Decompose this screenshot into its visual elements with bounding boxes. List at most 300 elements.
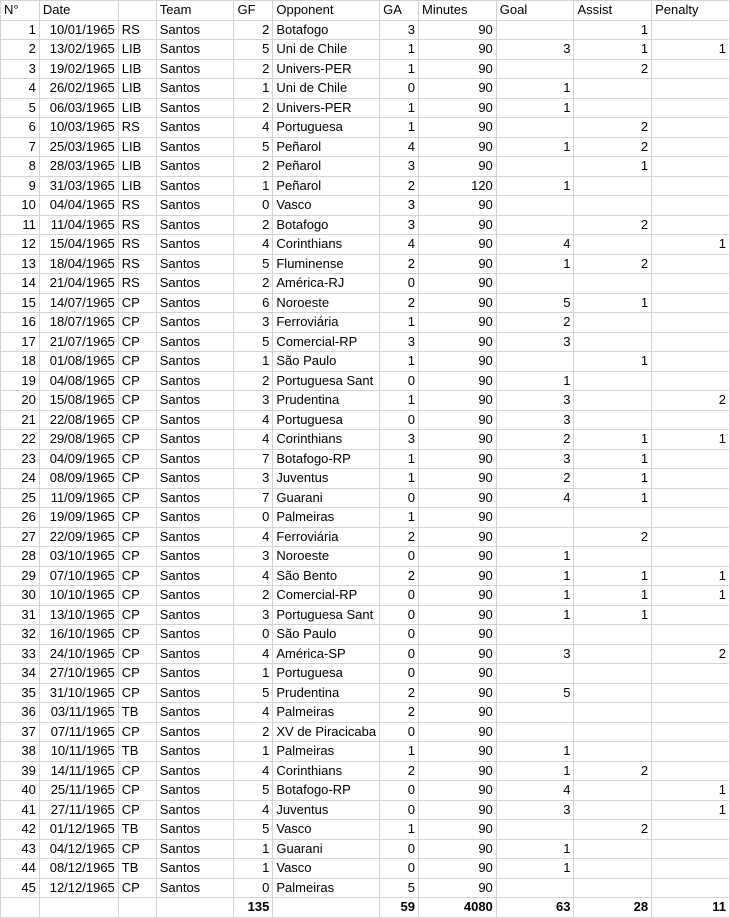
cell-competition[interactable]: CP — [118, 722, 156, 742]
cell-date[interactable]: 13/10/1965 — [39, 605, 118, 625]
cell-goal[interactable]: 1 — [496, 859, 574, 879]
cell-team[interactable]: Santos — [156, 566, 234, 586]
cell-number[interactable]: 28 — [1, 547, 40, 567]
cell-number[interactable]: 20 — [1, 391, 40, 411]
cell-minutes[interactable]: 90 — [418, 59, 496, 79]
cell-ga[interactable]: 2 — [380, 683, 419, 703]
cell-ga[interactable]: 0 — [380, 800, 419, 820]
cell-number[interactable]: 24 — [1, 469, 40, 489]
cell-gf[interactable]: 5 — [234, 820, 273, 840]
cell-goal[interactable]: 5 — [496, 293, 574, 313]
cell-ga[interactable]: 1 — [380, 98, 419, 118]
cell-opponent[interactable]: Comercial-RP — [273, 586, 380, 606]
header-cell-gf[interactable]: GF — [234, 1, 273, 21]
cell-gf[interactable]: 4 — [234, 644, 273, 664]
cell-opponent[interactable]: Vasco — [273, 820, 380, 840]
cell-minutes[interactable]: 90 — [418, 371, 496, 391]
cell-penalty[interactable] — [652, 59, 730, 79]
cell-minutes[interactable]: 90 — [418, 410, 496, 430]
cell-team[interactable]: Santos — [156, 137, 234, 157]
cell-number[interactable]: 11 — [1, 215, 40, 235]
cell-competition[interactable]: CP — [118, 352, 156, 372]
cell-team[interactable]: Santos — [156, 157, 234, 177]
cell-competition[interactable]: CP — [118, 527, 156, 547]
cell-team[interactable]: Santos — [156, 235, 234, 255]
cell-opponent[interactable]: Vasco — [273, 859, 380, 879]
cell-number[interactable]: 13 — [1, 254, 40, 274]
total-cell-date[interactable] — [39, 898, 118, 918]
cell-ga[interactable]: 3 — [380, 430, 419, 450]
cell-opponent[interactable]: Peñarol — [273, 137, 380, 157]
cell-gf[interactable]: 5 — [234, 137, 273, 157]
cell-penalty[interactable] — [652, 488, 730, 508]
cell-opponent[interactable]: XV de Piracicaba — [273, 722, 380, 742]
cell-ga[interactable]: 1 — [380, 742, 419, 762]
cell-assist[interactable]: 2 — [574, 137, 652, 157]
cell-opponent[interactable]: Botafogo-RP — [273, 781, 380, 801]
cell-date[interactable]: 21/04/1965 — [39, 274, 118, 294]
cell-penalty[interactable] — [652, 469, 730, 489]
cell-assist[interactable] — [574, 703, 652, 723]
cell-competition[interactable]: CP — [118, 878, 156, 898]
cell-competition[interactable]: RS — [118, 254, 156, 274]
cell-gf[interactable]: 2 — [234, 586, 273, 606]
cell-competition[interactable]: TB — [118, 820, 156, 840]
cell-penalty[interactable] — [652, 605, 730, 625]
cell-minutes[interactable]: 90 — [418, 254, 496, 274]
cell-gf[interactable]: 4 — [234, 527, 273, 547]
cell-ga[interactable]: 0 — [380, 605, 419, 625]
cell-gf[interactable]: 2 — [234, 274, 273, 294]
cell-opponent[interactable]: Noroeste — [273, 293, 380, 313]
cell-goal[interactable]: 1 — [496, 98, 574, 118]
cell-minutes[interactable]: 90 — [418, 547, 496, 567]
cell-number[interactable]: 6 — [1, 118, 40, 138]
cell-penalty[interactable] — [652, 839, 730, 859]
cell-opponent[interactable]: Palmeiras — [273, 508, 380, 528]
cell-ga[interactable]: 1 — [380, 352, 419, 372]
header-cell-penalty[interactable]: Penalty — [652, 1, 730, 21]
cell-penalty[interactable] — [652, 196, 730, 216]
cell-date[interactable]: 06/03/1965 — [39, 98, 118, 118]
cell-minutes[interactable]: 90 — [418, 703, 496, 723]
cell-goal[interactable]: 4 — [496, 235, 574, 255]
cell-number[interactable]: 26 — [1, 508, 40, 528]
cell-penalty[interactable] — [652, 118, 730, 138]
cell-team[interactable]: Santos — [156, 683, 234, 703]
cell-opponent[interactable]: Uni de Chile — [273, 79, 380, 99]
cell-assist[interactable]: 1 — [574, 449, 652, 469]
cell-competition[interactable]: CP — [118, 664, 156, 684]
cell-penalty[interactable] — [652, 449, 730, 469]
cell-ga[interactable]: 3 — [380, 215, 419, 235]
cell-goal[interactable]: 1 — [496, 176, 574, 196]
cell-goal[interactable] — [496, 703, 574, 723]
cell-number[interactable]: 34 — [1, 664, 40, 684]
cell-gf[interactable]: 5 — [234, 781, 273, 801]
cell-penalty[interactable] — [652, 664, 730, 684]
cell-minutes[interactable]: 90 — [418, 196, 496, 216]
cell-minutes[interactable]: 90 — [418, 391, 496, 411]
cell-goal[interactable] — [496, 20, 574, 40]
cell-goal[interactable] — [496, 625, 574, 645]
cell-gf[interactable]: 1 — [234, 352, 273, 372]
cell-assist[interactable] — [574, 547, 652, 567]
cell-ga[interactable]: 3 — [380, 157, 419, 177]
cell-team[interactable]: Santos — [156, 215, 234, 235]
cell-gf[interactable]: 4 — [234, 430, 273, 450]
cell-date[interactable]: 10/11/1965 — [39, 742, 118, 762]
cell-minutes[interactable]: 90 — [418, 566, 496, 586]
cell-gf[interactable]: 3 — [234, 313, 273, 333]
cell-team[interactable]: Santos — [156, 410, 234, 430]
cell-date[interactable]: 31/03/1965 — [39, 176, 118, 196]
cell-assist[interactable] — [574, 371, 652, 391]
total-cell-penalty[interactable]: 11 — [652, 898, 730, 918]
cell-competition[interactable]: RS — [118, 235, 156, 255]
cell-gf[interactable]: 4 — [234, 761, 273, 781]
cell-competition[interactable]: CP — [118, 566, 156, 586]
cell-minutes[interactable]: 90 — [418, 488, 496, 508]
cell-number[interactable]: 9 — [1, 176, 40, 196]
cell-opponent[interactable]: Palmeiras — [273, 878, 380, 898]
header-cell-team[interactable]: Team — [156, 1, 234, 21]
cell-goal[interactable]: 3 — [496, 449, 574, 469]
cell-date[interactable]: 18/07/1965 — [39, 313, 118, 333]
cell-team[interactable]: Santos — [156, 118, 234, 138]
cell-competition[interactable]: CP — [118, 644, 156, 664]
cell-gf[interactable]: 4 — [234, 703, 273, 723]
cell-assist[interactable] — [574, 683, 652, 703]
cell-ga[interactable]: 0 — [380, 625, 419, 645]
cell-goal[interactable]: 1 — [496, 137, 574, 157]
cell-minutes[interactable]: 90 — [418, 761, 496, 781]
cell-goal[interactable]: 1 — [496, 79, 574, 99]
cell-team[interactable]: Santos — [156, 878, 234, 898]
cell-gf[interactable]: 4 — [234, 118, 273, 138]
cell-date[interactable]: 25/03/1965 — [39, 137, 118, 157]
cell-minutes[interactable]: 90 — [418, 469, 496, 489]
cell-minutes[interactable]: 90 — [418, 586, 496, 606]
cell-opponent[interactable]: Portuguesa — [273, 118, 380, 138]
cell-penalty[interactable]: 2 — [652, 391, 730, 411]
cell-penalty[interactable] — [652, 878, 730, 898]
cell-date[interactable]: 10/01/1965 — [39, 20, 118, 40]
cell-ga[interactable]: 4 — [380, 137, 419, 157]
cell-assist[interactable] — [574, 391, 652, 411]
header-cell-opponent[interactable]: Opponent — [273, 1, 380, 21]
cell-gf[interactable]: 0 — [234, 196, 273, 216]
cell-team[interactable]: Santos — [156, 625, 234, 645]
cell-date[interactable]: 21/07/1965 — [39, 332, 118, 352]
cell-number[interactable]: 19 — [1, 371, 40, 391]
cell-team[interactable]: Santos — [156, 664, 234, 684]
cell-minutes[interactable]: 90 — [418, 332, 496, 352]
cell-date[interactable]: 04/09/1965 — [39, 449, 118, 469]
cell-team[interactable]: Santos — [156, 508, 234, 528]
cell-date[interactable]: 19/02/1965 — [39, 59, 118, 79]
cell-competition[interactable]: CP — [118, 839, 156, 859]
cell-minutes[interactable]: 90 — [418, 683, 496, 703]
cell-assist[interactable] — [574, 410, 652, 430]
cell-assist[interactable]: 1 — [574, 430, 652, 450]
cell-assist[interactable]: 2 — [574, 215, 652, 235]
cell-gf[interactable]: 7 — [234, 488, 273, 508]
cell-ga[interactable]: 0 — [380, 410, 419, 430]
cell-ga[interactable]: 1 — [380, 118, 419, 138]
cell-opponent[interactable]: Corinthians — [273, 761, 380, 781]
cell-penalty[interactable] — [652, 742, 730, 762]
cell-ga[interactable]: 2 — [380, 703, 419, 723]
cell-competition[interactable]: CP — [118, 313, 156, 333]
cell-minutes[interactable]: 90 — [418, 878, 496, 898]
cell-competition[interactable]: RS — [118, 118, 156, 138]
cell-minutes[interactable]: 90 — [418, 137, 496, 157]
cell-number[interactable]: 18 — [1, 352, 40, 372]
cell-opponent[interactable]: Juventus — [273, 469, 380, 489]
cell-date[interactable]: 27/10/1965 — [39, 664, 118, 684]
cell-gf[interactable]: 2 — [234, 20, 273, 40]
cell-competition[interactable]: CP — [118, 488, 156, 508]
cell-opponent[interactable]: América-SP — [273, 644, 380, 664]
cell-number[interactable]: 27 — [1, 527, 40, 547]
cell-team[interactable]: Santos — [156, 196, 234, 216]
cell-assist[interactable]: 2 — [574, 254, 652, 274]
cell-penalty[interactable] — [652, 761, 730, 781]
cell-number[interactable]: 30 — [1, 586, 40, 606]
cell-opponent[interactable]: Juventus — [273, 800, 380, 820]
cell-ga[interactable]: 2 — [380, 761, 419, 781]
cell-penalty[interactable] — [652, 332, 730, 352]
cell-number[interactable]: 23 — [1, 449, 40, 469]
cell-penalty[interactable] — [652, 215, 730, 235]
cell-team[interactable]: Santos — [156, 352, 234, 372]
cell-date[interactable]: 04/12/1965 — [39, 839, 118, 859]
cell-opponent[interactable]: Corinthians — [273, 430, 380, 450]
cell-opponent[interactable]: Portuguesa Sant — [273, 605, 380, 625]
cell-date[interactable]: 03/11/1965 — [39, 703, 118, 723]
cell-team[interactable]: Santos — [156, 820, 234, 840]
header-cell-competition[interactable] — [118, 1, 156, 21]
cell-gf[interactable]: 2 — [234, 371, 273, 391]
cell-team[interactable]: Santos — [156, 527, 234, 547]
cell-gf[interactable]: 1 — [234, 742, 273, 762]
total-cell-gf[interactable]: 135 — [234, 898, 273, 918]
cell-date[interactable]: 24/10/1965 — [39, 644, 118, 664]
cell-gf[interactable]: 5 — [234, 683, 273, 703]
cell-team[interactable]: Santos — [156, 547, 234, 567]
cell-date[interactable]: 07/10/1965 — [39, 566, 118, 586]
cell-goal[interactable]: 1 — [496, 586, 574, 606]
cell-date[interactable]: 03/10/1965 — [39, 547, 118, 567]
cell-assist[interactable] — [574, 839, 652, 859]
cell-opponent[interactable]: Portuguesa Sant — [273, 371, 380, 391]
total-cell-opponent[interactable] — [273, 898, 380, 918]
cell-competition[interactable]: CP — [118, 781, 156, 801]
cell-goal[interactable]: 1 — [496, 547, 574, 567]
cell-number[interactable]: 16 — [1, 313, 40, 333]
cell-gf[interactable]: 4 — [234, 566, 273, 586]
cell-competition[interactable]: CP — [118, 293, 156, 313]
cell-date[interactable]: 10/03/1965 — [39, 118, 118, 138]
cell-date[interactable]: 11/04/1965 — [39, 215, 118, 235]
cell-date[interactable]: 22/09/1965 — [39, 527, 118, 547]
cell-ga[interactable]: 2 — [380, 566, 419, 586]
cell-penalty[interactable] — [652, 820, 730, 840]
cell-team[interactable]: Santos — [156, 800, 234, 820]
cell-gf[interactable]: 5 — [234, 40, 273, 60]
cell-date[interactable]: 01/12/1965 — [39, 820, 118, 840]
cell-date[interactable]: 10/10/1965 — [39, 586, 118, 606]
cell-date[interactable]: 27/11/1965 — [39, 800, 118, 820]
cell-goal[interactable]: 4 — [496, 488, 574, 508]
cell-ga[interactable]: 0 — [380, 664, 419, 684]
cell-minutes[interactable]: 90 — [418, 235, 496, 255]
cell-date[interactable]: 26/02/1965 — [39, 79, 118, 99]
cell-competition[interactable]: RS — [118, 274, 156, 294]
cell-goal[interactable]: 1 — [496, 254, 574, 274]
cell-penalty[interactable] — [652, 703, 730, 723]
cell-penalty[interactable]: 2 — [652, 644, 730, 664]
cell-minutes[interactable]: 90 — [418, 79, 496, 99]
cell-minutes[interactable]: 90 — [418, 293, 496, 313]
cell-minutes[interactable]: 90 — [418, 859, 496, 879]
cell-opponent[interactable]: Noroeste — [273, 547, 380, 567]
cell-ga[interactable]: 0 — [380, 722, 419, 742]
cell-goal[interactable]: 3 — [496, 644, 574, 664]
cell-minutes[interactable]: 90 — [418, 644, 496, 664]
cell-goal[interactable]: 5 — [496, 683, 574, 703]
cell-ga[interactable]: 3 — [380, 332, 419, 352]
cell-assist[interactable] — [574, 742, 652, 762]
cell-opponent[interactable]: Guarani — [273, 839, 380, 859]
cell-ga[interactable]: 3 — [380, 20, 419, 40]
cell-team[interactable]: Santos — [156, 469, 234, 489]
cell-opponent[interactable]: Univers-PER — [273, 98, 380, 118]
cell-assist[interactable] — [574, 781, 652, 801]
cell-number[interactable]: 40 — [1, 781, 40, 801]
cell-number[interactable]: 22 — [1, 430, 40, 450]
cell-date[interactable]: 15/04/1965 — [39, 235, 118, 255]
cell-number[interactable]: 45 — [1, 878, 40, 898]
cell-goal[interactable] — [496, 878, 574, 898]
header-cell-assist[interactable]: Assist — [574, 1, 652, 21]
cell-date[interactable]: 18/04/1965 — [39, 254, 118, 274]
cell-number[interactable]: 31 — [1, 605, 40, 625]
cell-assist[interactable] — [574, 332, 652, 352]
cell-team[interactable]: Santos — [156, 59, 234, 79]
cell-minutes[interactable]: 90 — [418, 800, 496, 820]
cell-competition[interactable]: TB — [118, 703, 156, 723]
cell-goal[interactable] — [496, 215, 574, 235]
cell-number[interactable]: 41 — [1, 800, 40, 820]
cell-penalty[interactable] — [652, 20, 730, 40]
cell-goal[interactable] — [496, 820, 574, 840]
cell-ga[interactable]: 0 — [380, 859, 419, 879]
cell-number[interactable]: 25 — [1, 488, 40, 508]
header-cell-minutes[interactable]: Minutes — [418, 1, 496, 21]
cell-gf[interactable]: 2 — [234, 215, 273, 235]
cell-competition[interactable]: CP — [118, 391, 156, 411]
cell-minutes[interactable]: 90 — [418, 664, 496, 684]
cell-assist[interactable]: 1 — [574, 293, 652, 313]
cell-gf[interactable]: 2 — [234, 722, 273, 742]
cell-date[interactable]: 04/04/1965 — [39, 196, 118, 216]
cell-team[interactable]: Santos — [156, 430, 234, 450]
cell-penalty[interactable] — [652, 137, 730, 157]
cell-date[interactable]: 07/11/1965 — [39, 722, 118, 742]
cell-minutes[interactable]: 90 — [418, 820, 496, 840]
cell-competition[interactable]: CP — [118, 430, 156, 450]
total-cell-team[interactable] — [156, 898, 234, 918]
cell-gf[interactable]: 6 — [234, 293, 273, 313]
cell-goal[interactable] — [496, 352, 574, 372]
cell-competition[interactable]: LIB — [118, 79, 156, 99]
cell-penalty[interactable] — [652, 313, 730, 333]
cell-number[interactable]: 2 — [1, 40, 40, 60]
cell-competition[interactable]: LIB — [118, 98, 156, 118]
cell-assist[interactable] — [574, 625, 652, 645]
cell-competition[interactable]: CP — [118, 469, 156, 489]
cell-minutes[interactable]: 90 — [418, 625, 496, 645]
cell-opponent[interactable]: Corinthians — [273, 235, 380, 255]
cell-competition[interactable]: RS — [118, 196, 156, 216]
header-cell-number[interactable]: N° — [1, 1, 40, 21]
cell-assist[interactable]: 2 — [574, 118, 652, 138]
cell-competition[interactable]: LIB — [118, 40, 156, 60]
cell-team[interactable]: Santos — [156, 371, 234, 391]
cell-goal[interactable]: 2 — [496, 313, 574, 333]
cell-team[interactable]: Santos — [156, 176, 234, 196]
cell-team[interactable]: Santos — [156, 79, 234, 99]
cell-goal[interactable] — [496, 664, 574, 684]
cell-number[interactable]: 36 — [1, 703, 40, 723]
cell-minutes[interactable]: 90 — [418, 449, 496, 469]
cell-team[interactable]: Santos — [156, 313, 234, 333]
cell-ga[interactable]: 2 — [380, 527, 419, 547]
cell-penalty[interactable] — [652, 157, 730, 177]
cell-number[interactable]: 4 — [1, 79, 40, 99]
cell-penalty[interactable]: 1 — [652, 781, 730, 801]
total-cell-competition[interactable] — [118, 898, 156, 918]
cell-opponent[interactable]: Portuguesa — [273, 664, 380, 684]
cell-team[interactable]: Santos — [156, 781, 234, 801]
cell-opponent[interactable]: São Paulo — [273, 625, 380, 645]
total-cell-assist[interactable]: 28 — [574, 898, 652, 918]
total-cell-number[interactable] — [1, 898, 40, 918]
cell-penalty[interactable] — [652, 722, 730, 742]
cell-team[interactable]: Santos — [156, 391, 234, 411]
cell-team[interactable]: Santos — [156, 449, 234, 469]
cell-assist[interactable]: 2 — [574, 761, 652, 781]
cell-goal[interactable]: 1 — [496, 605, 574, 625]
cell-penalty[interactable] — [652, 859, 730, 879]
cell-competition[interactable]: CP — [118, 605, 156, 625]
cell-goal[interactable] — [496, 527, 574, 547]
cell-number[interactable]: 1 — [1, 20, 40, 40]
cell-ga[interactable]: 5 — [380, 878, 419, 898]
cell-competition[interactable]: CP — [118, 586, 156, 606]
cell-goal[interactable]: 3 — [496, 40, 574, 60]
cell-ga[interactable]: 0 — [380, 79, 419, 99]
cell-goal[interactable]: 1 — [496, 742, 574, 762]
cell-date[interactable]: 29/08/1965 — [39, 430, 118, 450]
cell-gf[interactable]: 2 — [234, 59, 273, 79]
cell-goal[interactable]: 1 — [496, 371, 574, 391]
cell-date[interactable]: 08/12/1965 — [39, 859, 118, 879]
cell-team[interactable]: Santos — [156, 703, 234, 723]
cell-gf[interactable]: 1 — [234, 79, 273, 99]
